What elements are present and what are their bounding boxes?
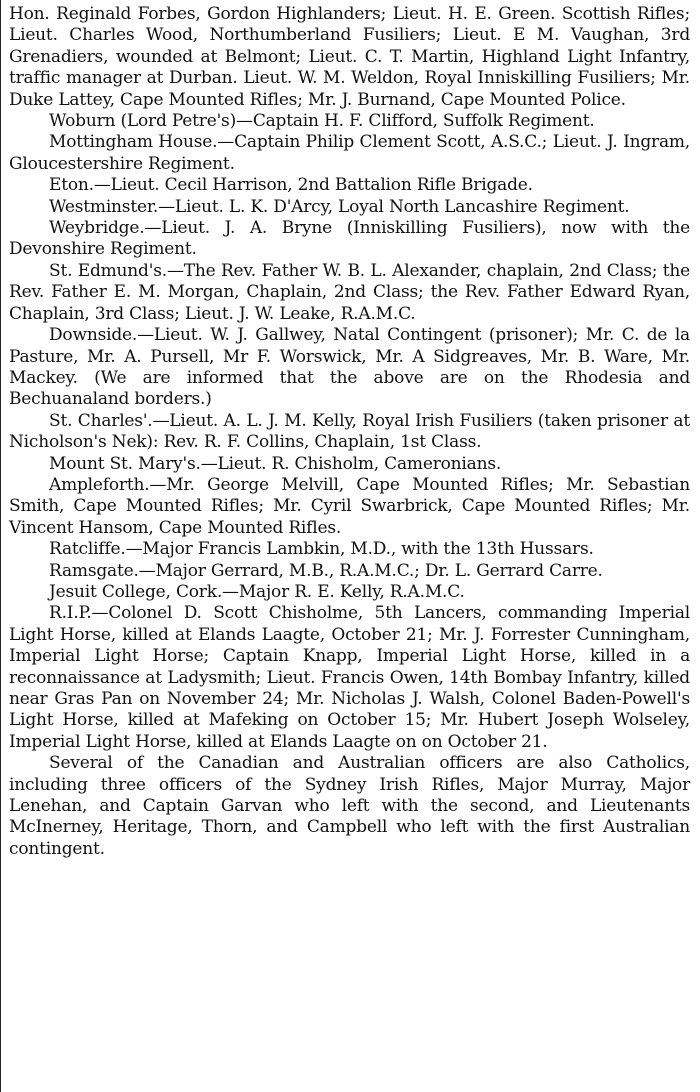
paragraph-officers-list-continued: Hon. Reginald Forbes, Gordon Highlanders; Lieut. H. E. Green. Scottish Rifles; Lieut. Charles Wood, Northumberland Fusiliers; Lieut. E M. Vaughan, 3rd Grenadiers, wounded at Belmont; Lieut. C. T. Martin, Highland Light Infantry, traffic manager at Durban. Lieut. W. M. Weldon, Royal Inniskilling Fusiliers; Mr. Duke Lattey, Cape Mounted Rifles; Mr. J. Burnand, Cape Mounted Police. [9,4,690,110]
paragraph-mottingham-house: Mottingham House.—Captain Philip Clement Scott, A.S.C.; Lieut. J. Ingram, Gloucestershire Regiment. [9,132,690,174]
paragraph-ampleforth: Ampleforth.—Mr. George Melvill, Cape Mounted Rifles; Mr. Sebastian Smith, Cape Mounted Rifles; Mr. Cyril Swarbrick, Cape Mounted Rifles; Mr. Vincent Hansom, Cape Mounted Rifles. [9,474,690,538]
paragraph-ramsgate: Ramsgate.—Major Gerrard, M.B., R.A.M.C.; Dr. L. Gerrard Carre. [49,560,603,581]
paragraph-canadian-australian: Several of the Canadian and Australian officers are also Catholics, including three officers of the Sydney Irish Rifles, Major Murray, Major Lenehan, and Captain Garvan who left with the second, and Lieutenants McInerney, Heritage, Thorn, and Campbell who left with the first Australian contingent. [9,753,690,859]
paragraph-ratcliffe: Ratcliffe.—Major Francis Lambkin, M.D., with the 13th Hussars. [49,539,594,560]
paragraph-mount-st-marys: Mount St. Mary's.—Lieut. R. Chisholm, Cameronians. [49,453,502,474]
paragraph-westminster: Westminster.—Lieut. L. K. D'Arcy, Loyal North Lancashire Regiment. [49,196,630,217]
paragraph-woburn: Woburn (Lord Petre's)—Captain H. F. Clifford, Suffolk Regiment. [49,111,595,132]
paragraph-rip: R.I.P.—Colonel D. Scott Chisholme, 5th Lancers, commanding Imperial Light Horse, killed at Elands Laagte, October 21; Mr. J. Forrester Cunningham, Imperial Light Horse; Captain Knapp, Imperial Light Horse, killed in a reconnaissance at Ladysmith; Lieut. Francis Owen, 14th Bombay Infantry, killed near Gras Pan on November 24; Mr. Nicholas J. Walsh, Colonel Baden-Powell's Light Horse, killed at Mafeking on October 15; Mr. Hubert Joseph Wolseley, Imperial Light Horse, killed at Elands Laagte on on October 21. [9,603,690,752]
paragraph-eton: Eton.—Lieut. Cecil Harrison, 2nd Battalion Rifle Brigade. [49,175,533,196]
paragraph-st-edmunds: St. Edmund's.—The Rev. Father W. B. L. Alexander, chaplain, 2nd Class; the Rev. Father E. M. Morgan, Chaplain, 2nd Class; the Rev. Father Edward Ryan, Chaplain, 3rd Class; Lieut. J. W. Leake, R.A.M.C. [9,260,690,324]
paragraph-weybridge: Weybridge.—Lieut. J. A. Bryne (Inniskilling Fusiliers), now with the Devonshire Regiment. [9,218,690,260]
paragraph-downside: Downside.—Lieut. W. J. Gallwey, Natal Contingent (prisoner); Mr. C. de la Pasture, Mr. A. Pursell, Mr F. Worswick, Mr. A Sidgreaves, Mr. B. Ware, Mr. Mackey. (We are informed that the above are on the Rhodesia and Bechuanaland borders.) [9,325,690,410]
paragraph-jesuit-college-cork: Jesuit College, Cork.—Major R. E. Kelly, R.A.M.C. [49,581,465,602]
paragraph-st-charles: St. Charles'.—Lieut. A. L. J. M. Kelly, Royal Irish Fusiliers (taken prisoner at Nicholson's Nek): Rev. R. F. Collins, Chaplain, 1st Class. [9,410,690,453]
